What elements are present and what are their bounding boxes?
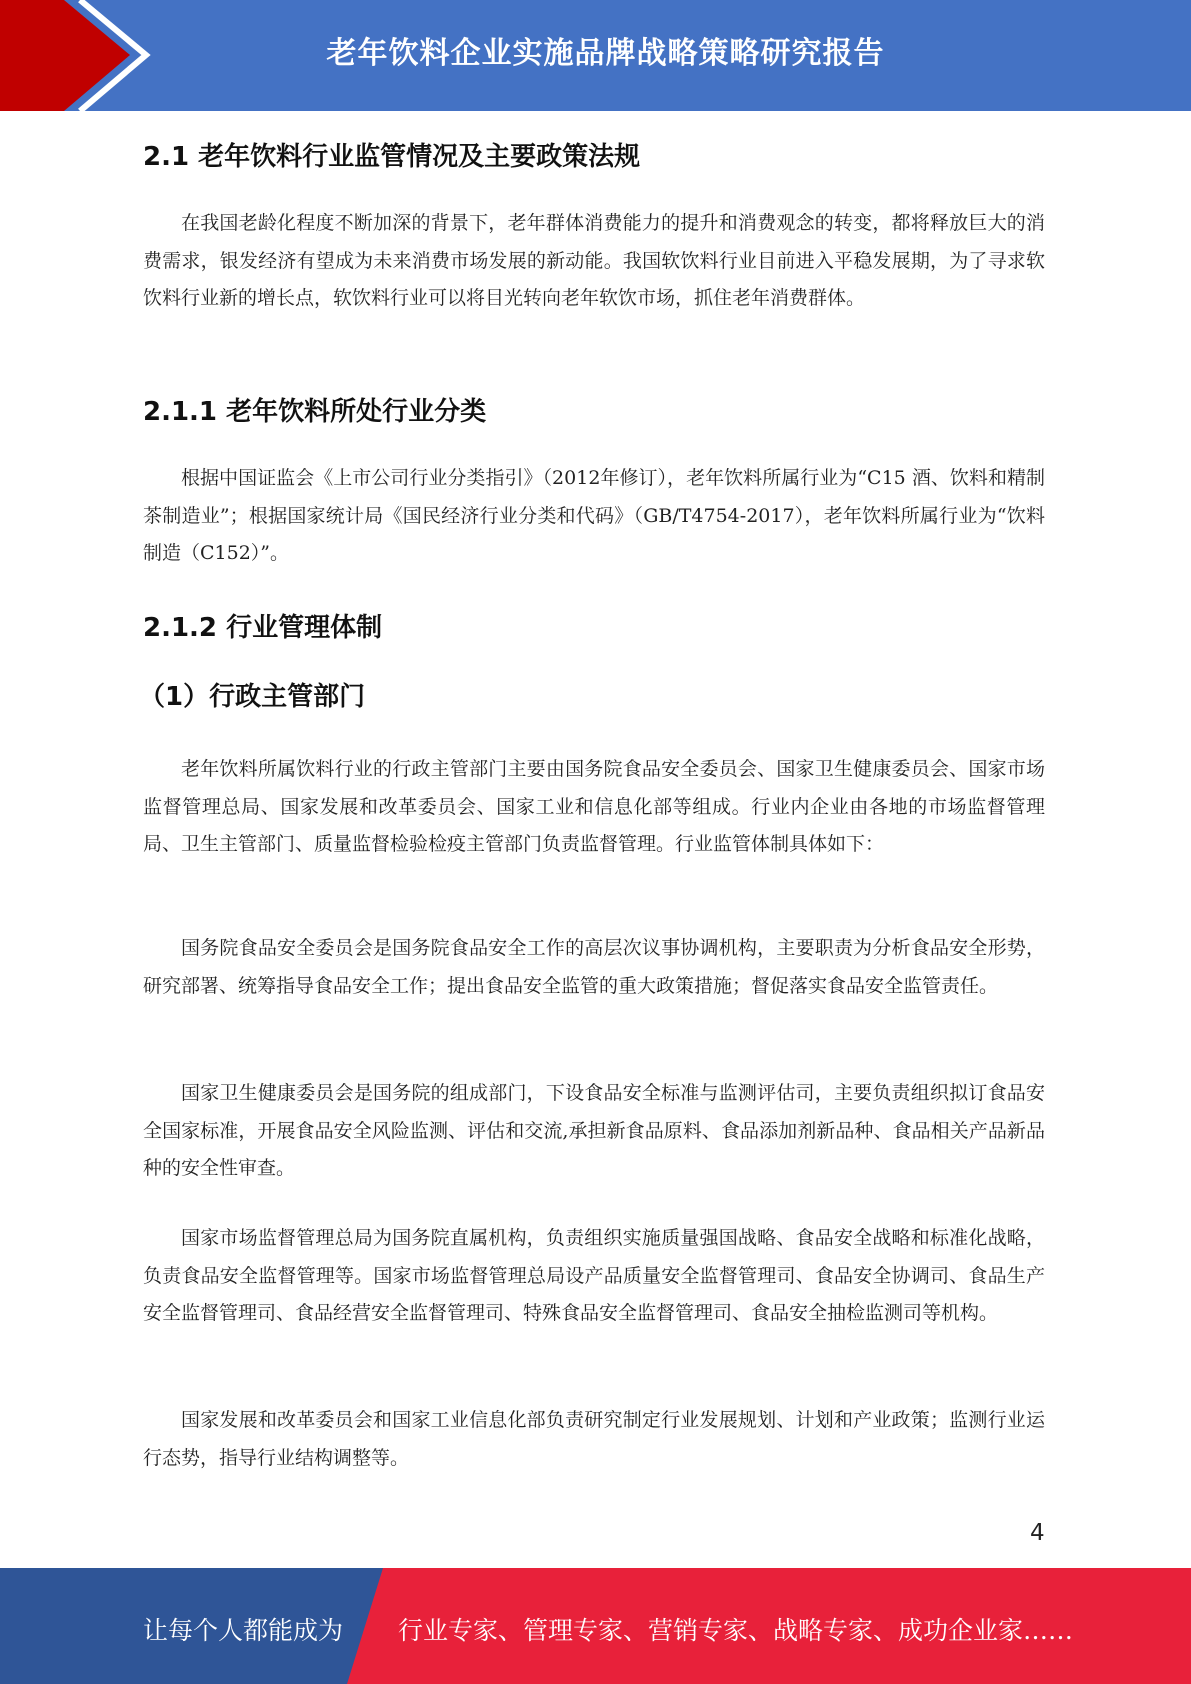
footer-slogan-right: 行业专家、管理专家、营销专家、战略专家、成功企业家…… — [398, 1616, 1074, 1645]
paragraph-admin-overview: 老年饮料所属饮料行业的行政主管部门主要由国务院食品安全委员会、国家卫生健康委员会、国家市场监督管理总局、国家发展和改革委员会、国家工业和信息化部等组成。行业内企业由各地的市场监督管理局、卫生主管部门、质量监督检验检疫主管部门负责监督管理。行业监管体制具体如下： — [143, 758, 1045, 855]
section-2-1-2-heading: 2.1.2 行业管理体制 — [143, 613, 383, 643]
section-2-1-1-heading: 2.1.1 老年饮料所处行业分类 — [143, 397, 487, 427]
paragraph-development-reform: 国家发展和改革委员会和国家工业信息化部负责研究制定行业发展规划、计划和产业政策；监测行业运行态势，指导行业结构调整等。 — [143, 1409, 1045, 1469]
page-number: 4 — [1030, 1520, 1045, 1546]
page-footer — [0, 1568, 1191, 1684]
paragraph-market-regulation: 国家市场监督管理总局为国务院直属机构，负责组织实施质量强国战略、食品安全战略和标准化战略，负责食品安全监督管理等。国家市场监督管理总局设产品质量安全监督管理司、食品安全协调司、食品生产安全监督管理司、食品经营安全监督管理司、特殊食品安全监督管理司、食品安全抽检监测司等机构。 — [143, 1227, 1045, 1324]
page-header — [0, 0, 1191, 111]
header-title: 老年饮料企业实施品牌战略策略研究报告 — [326, 36, 885, 71]
section-2-1-paragraph: 在我国老龄化程度不断加深的背景下，老年群体消费能力的提升和消费观念的转变，都将释放巨大的消费需求，银发经济有望成为未来消费市场发展的新动能。我国软饮料行业目前进入平稳发展期，为了寻求软饮料行业新的增长点，软饮料行业可以将目光转向老年软饮市场，抓住老年消费群体。 — [143, 212, 1045, 309]
section-2-1-heading: 2.1 老年饮料行业监管情况及主要政策法规 — [143, 142, 641, 172]
footer-slogan-left: 让每个人都能成为 — [143, 1616, 344, 1645]
paragraph-food-safety-committee: 国务院食品安全委员会是国务院食品安全工作的高层次议事协调机构，主要职责为分析食品安全形势，研究部署、统筹指导食品安全工作；提出食品安全监管的重大政策措施；督促落实食品安全监管责任。 — [143, 937, 1045, 997]
paragraph-health-commission: 国家卫生健康委员会是国务院的组成部门，下设食品安全标准与监测评估司，主要负责组织拟订食品安全国家标准，开展食品安全风险监测、评估和交流,承担新食品原料、食品添加剂新品种、食品相关产品新品种的安全性审查。 — [143, 1082, 1045, 1179]
section-2-1-1-paragraph: 根据中国证监会《上市公司行业分类指引》（2012年修订），老年饮料所属行业为“C15 酒、饮料和精制茶制造业”；根据国家统计局《国民经济行业分类和代码》（GB/T4754-2017），老年饮料所属行业为“饮料制造（C152）”。 — [143, 467, 1045, 564]
subsection-heading-admin-dept: （1）行政主管部门 — [139, 682, 366, 712]
